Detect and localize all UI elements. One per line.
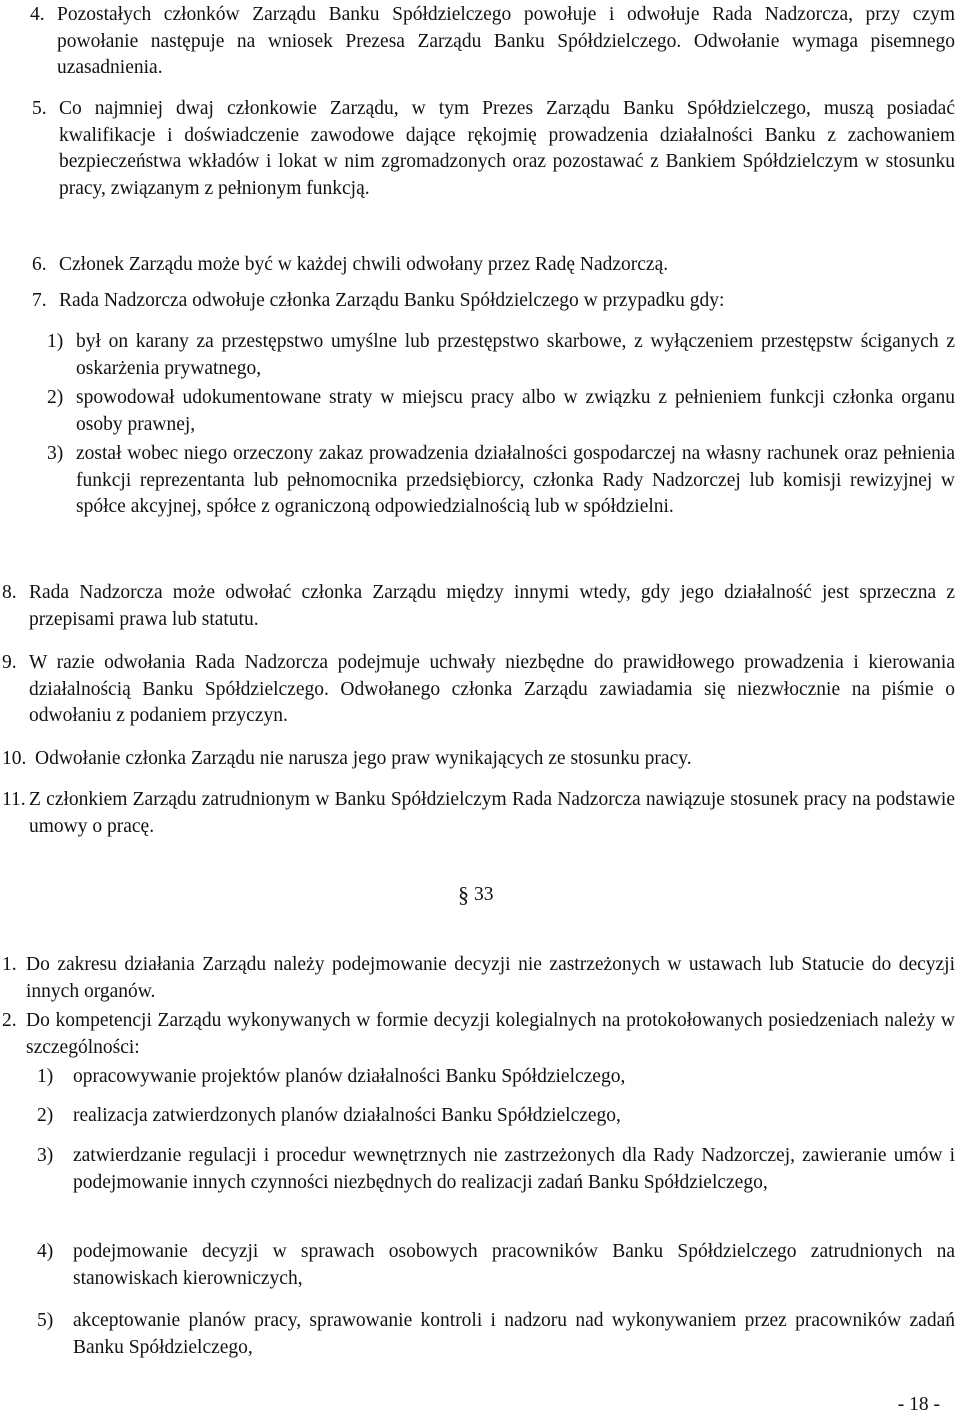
section-number: 33 [474,884,494,905]
list-item-number: 3) [47,443,64,464]
paragraph-number: 2. [2,1010,17,1031]
paragraph-2 [2,1008,955,1061]
list-item-text: zatwierdzanie regulacji i procedur wewnętrznych nie zastrzeżonych dla Rady Nadzorczej, zawieranie umów i podejmowanie innych czynności niezbędnych do realizacji zadań Banku Spółdzielczego, [73,1145,955,1193]
paragraph-6 [30,252,955,279]
paragraph-number: 9. [2,652,17,673]
list-item-text: opracowywanie projektów planów działalności Banku Spółdzielczego, [73,1066,626,1087]
paragraph-9 [2,650,955,730]
list-item-number: 1) [47,331,64,352]
paragraph-number: 6. [32,254,47,275]
paragraph-text: Odwołanie członka Zarządu nie narusza jego praw wynikających ze stosunku pracy. [35,748,692,769]
paragraph-text: Rada Nadzorcza odwołuje członka Zarządu Banku Spółdzielczego w przypadku gdy: [59,290,725,311]
list-item-number: 2) [37,1105,54,1126]
list-item [47,441,955,521]
list-item-number: 3) [37,1145,54,1166]
list-item-text: był on karany za przestępstwo umyślne lub przestępstwo skarbowe, z wyłączeniem przestępstw ściganych z oskarżenia prywatnego, [76,331,955,379]
paragraph-number: 8. [2,582,17,603]
paragraph-text: Do kompetencji Zarządu wykonywanych w formie decyzji kolegialnych na protokołowanych posiedzeniach należy w szczególności: [26,1010,955,1058]
paragraph-number: 11. [2,789,26,810]
list-item-text: realizacja zatwierdzonych planów działalności Banku Spółdzielczego, [73,1105,621,1126]
list-item [37,1143,955,1196]
paragraph-number: 7. [32,290,47,311]
page-number: - 18 - [897,1394,940,1415]
paragraph-number: 10. [2,748,27,769]
paragraph-4 [30,2,955,82]
list-item-number: 1) [37,1066,54,1087]
paragraph-5 [30,96,955,202]
list-item-number: 5) [37,1310,54,1331]
list-item-text: akceptowanie planów pracy, sprawowanie kontroli i nadzoru nad wykonywaniem przez pracowników zadań Banku Spółdzielczego, [73,1310,955,1358]
paragraph-text: W razie odwołania Rada Nadzorcza podejmuje uchwały niezbędne do prawidłowego prowadzenia i kierowania działalnością Banku Spółdzielczego. Odwołanego członka Zarządu zawiadamia się niezwłocznie na piśmie o odwołaniu z podaniem przyczyn. [29,652,955,726]
paragraph-number: 5. [32,98,47,119]
paragraph-7 [30,288,955,315]
list-item-number: 4) [37,1241,54,1262]
list-item [37,1239,955,1292]
list-item-text: został wobec niego orzeczony zakaz prowadzenia działalności gospodarczej na własny rachunek oraz pełnienia funkcji reprezentanta lub pełnomocnika przedsiębiorcy, członka Rady Nadzorczej lub komisji rewizyjnej w spółce akcyjnej, spółce z ograniczoną odpowiedzialnością lub w spółdzielni. [76,443,955,517]
paragraph-8 [2,580,955,633]
list-item [47,329,955,382]
paragraph-text: Do zakresu działania Zarządu należy podejmowanie decyzji nie zastrzeżonych w ustawach lub Statucie do decyzji innych organów. [26,954,955,1002]
paragraph-text: Rada Nadzorcza może odwołać członka Zarządu między innymi wtedy, gdy jego działalność jest sprzeczna z przepisami prawa lub statutu. [29,582,955,630]
list-item-text: spowodował udokumentowane straty w miejscu pracy albo w związku z pełnieniem funkcji członka organu osoby prawnej, [76,387,955,435]
section-sign: § [458,882,469,907]
list-item [37,1064,955,1091]
paragraph-text: Członek Zarządu może być w każdej chwili odwołany przez Radę Nadzorczą. [59,254,669,275]
paragraph-10 [2,746,955,773]
list-item-number: 2) [47,387,64,408]
list-item [37,1308,955,1361]
paragraph-number: 4. [30,4,45,25]
paragraph-text: Co najmniej dwaj członkowie Zarządu, w tym Prezes Zarządu Banku Spółdzielczego, muszą posiadać kwalifikacje i doświadczenie zawodowe dające rękojmię prowadzenia działalności Banku z zachowaniem bezpieczeństwa wkładów i lokat w nim zgromadzonych oraz pozostawać z Bankiem Spółdzielczym w stosunku pracy, związanym z pełnionym funkcją. [59,98,955,199]
paragraph-1 [2,952,955,1005]
paragraph-text: Pozostałych członków Zarządu Banku Spółdzielczego powołuje i odwołuje Rada Nadzorcza, przy czym powołanie następuje na wniosek Prezesa Zarządu Banku Spółdzielczego. Odwołanie wymaga pisemnego uzasadnienia. [57,4,955,78]
list-item [47,385,955,438]
paragraph-text: Z członkiem Zarządu zatrudnionym w Banku Spółdzielczym Rada Nadzorcza nawiązuje stosunek pracy na podstawie umowy o pracę. [29,789,955,837]
list-item [37,1103,955,1130]
paragraph-11 [2,787,955,840]
paragraph-number: 1. [2,954,17,975]
list-item-text: podejmowanie decyzji w sprawach osobowych pracowników Banku Spółdzielczego zatrudnionych na stanowiskach kierowniczych, [73,1241,955,1289]
